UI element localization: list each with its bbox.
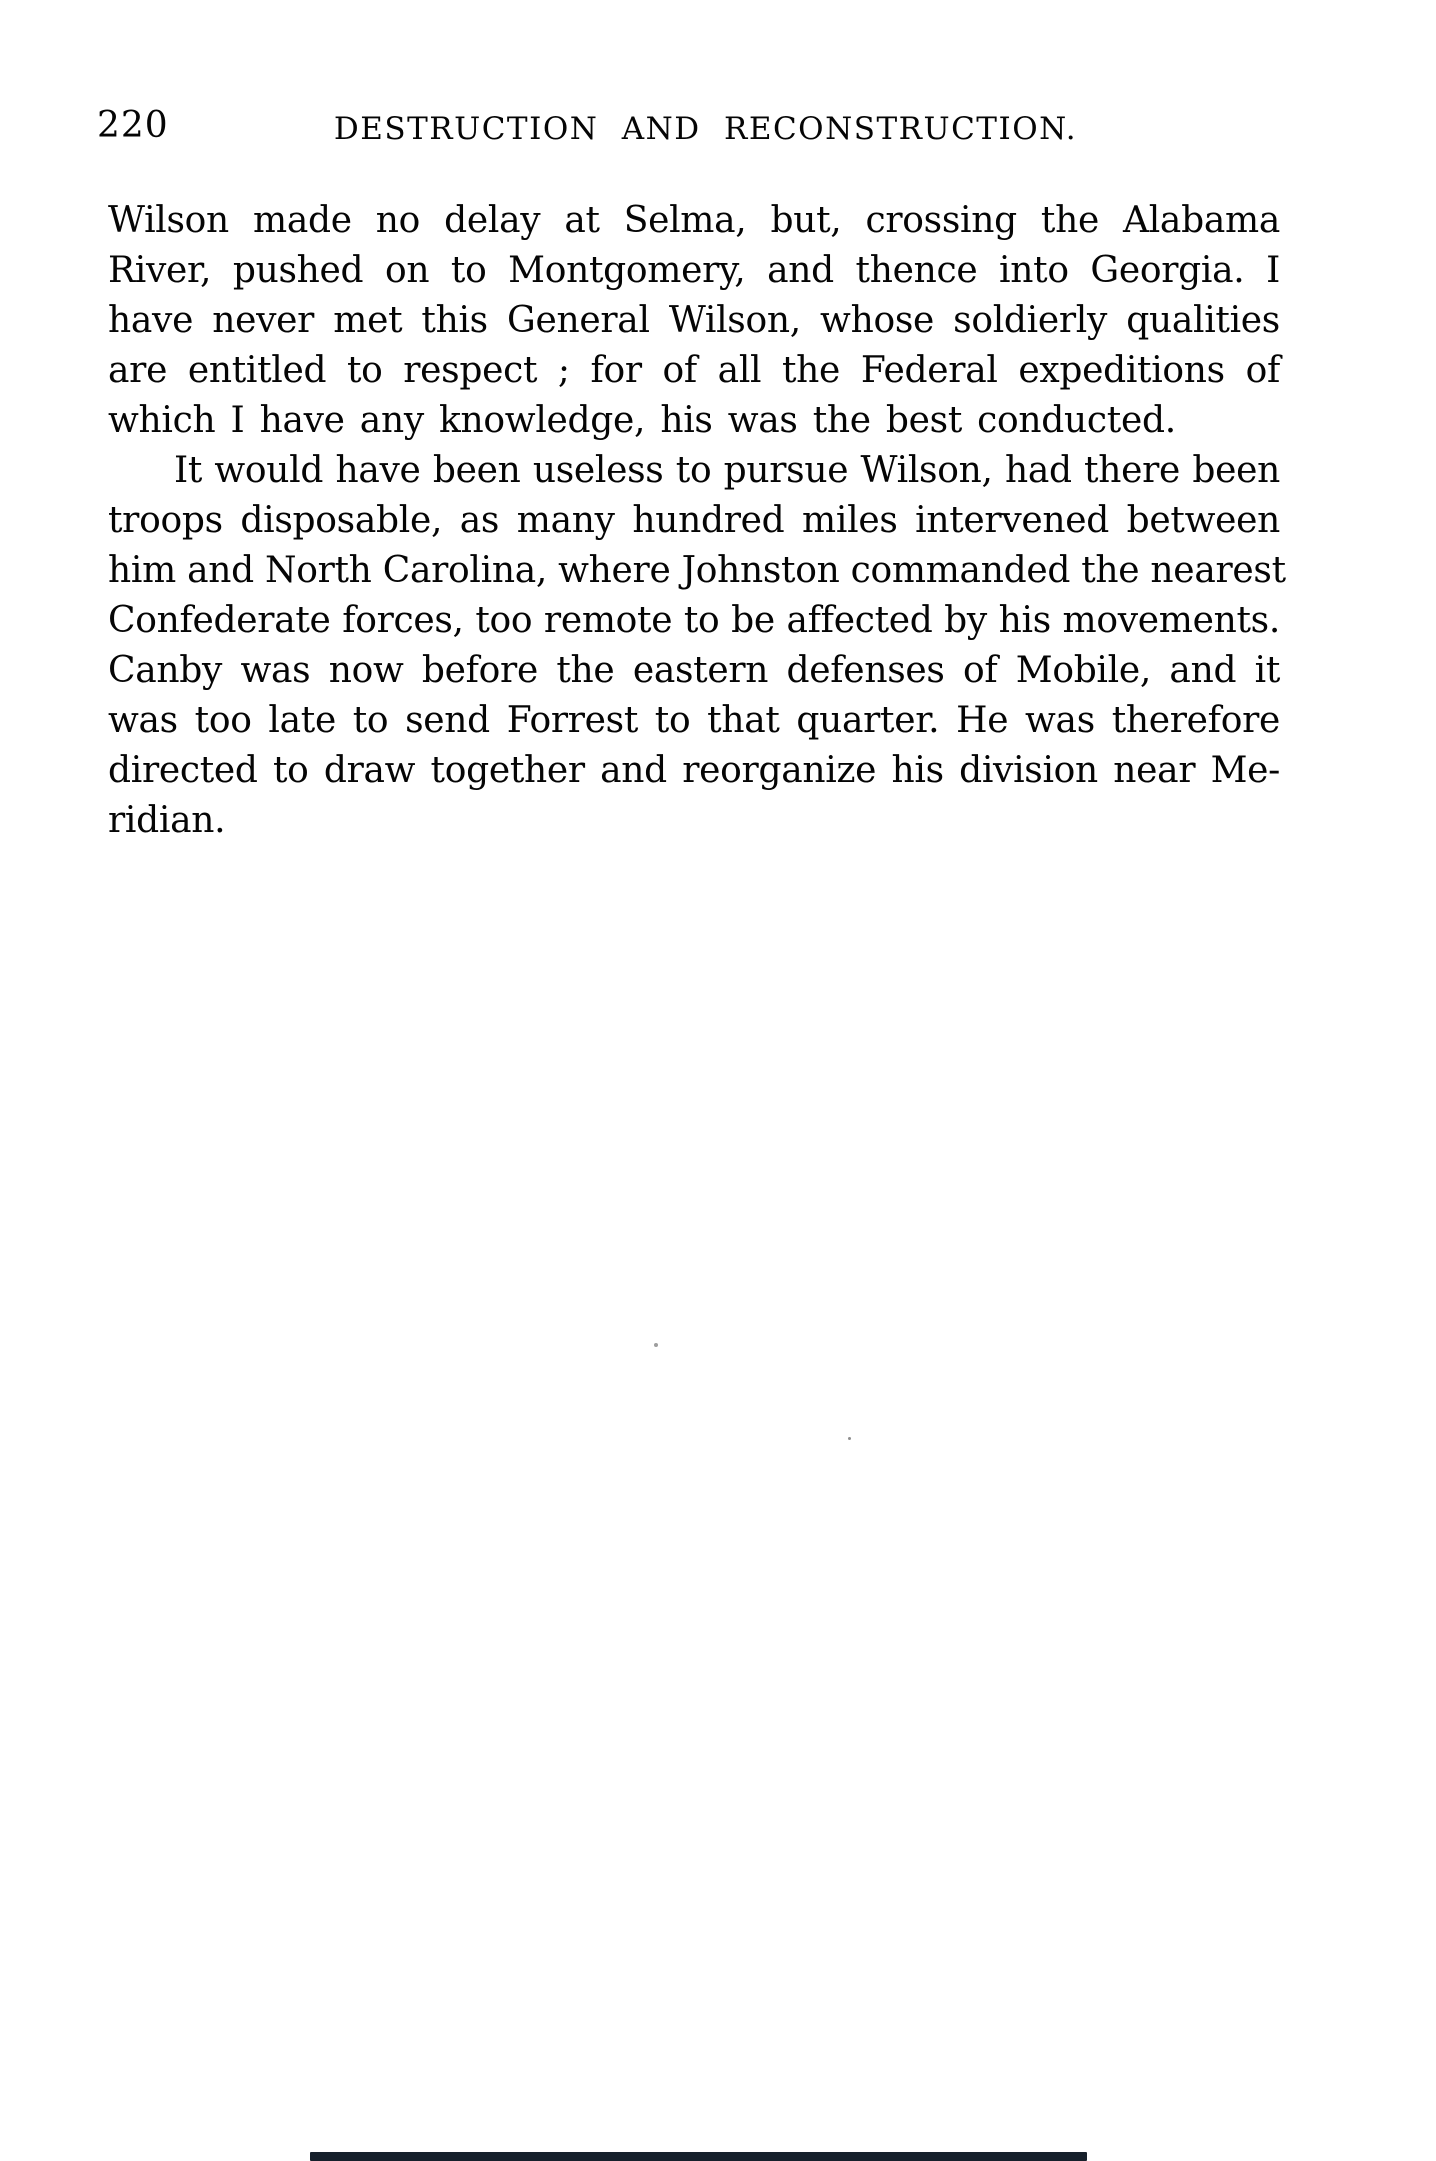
page-header — [97, 106, 1280, 152]
text-line: River, pushed on to Montgomery, and thence into Georgia. I — [108, 250, 1280, 291]
scan-edge-bar — [310, 2152, 1087, 2161]
paragraph-1 — [108, 196, 1280, 446]
text-line: which I have any knowledge, his was the best conducted. — [108, 400, 1176, 441]
text-line: Wilson made no delay at Selma, but, crossing the Alabama — [108, 200, 1280, 241]
text-line: It would have been useless to pursue Wilson, had there been — [174, 450, 1280, 491]
running-title: DESTRUCTION AND RECONSTRUCTION. — [333, 111, 1078, 147]
paragraph-2 — [108, 446, 1286, 846]
scan-speck — [848, 1437, 851, 1440]
text-line: him and North Carolina, where Johnston commanded the nearest — [108, 550, 1286, 591]
text-line: was too late to send Forrest to that quarter. He was therefore — [108, 700, 1280, 741]
scan-speck — [654, 1343, 658, 1347]
text-line: are entitled to respect ; for of all the Federal expeditions of — [108, 350, 1280, 391]
text-line: troops disposable, as many hundred miles intervened between — [108, 500, 1280, 541]
text-block — [108, 196, 1286, 846]
text-line: Confederate forces, too remote to be affected by his movements. — [108, 600, 1280, 641]
page-number: 220 — [97, 105, 169, 146]
text-line: Canby was now before the eastern defenses of Mobile, and it — [108, 650, 1280, 691]
text-line: directed to draw together and reorganize his division near Me- — [108, 750, 1280, 791]
text-line: ridian. — [108, 800, 226, 841]
text-line: have never met this General Wilson, whose soldierly qualities — [108, 300, 1280, 341]
